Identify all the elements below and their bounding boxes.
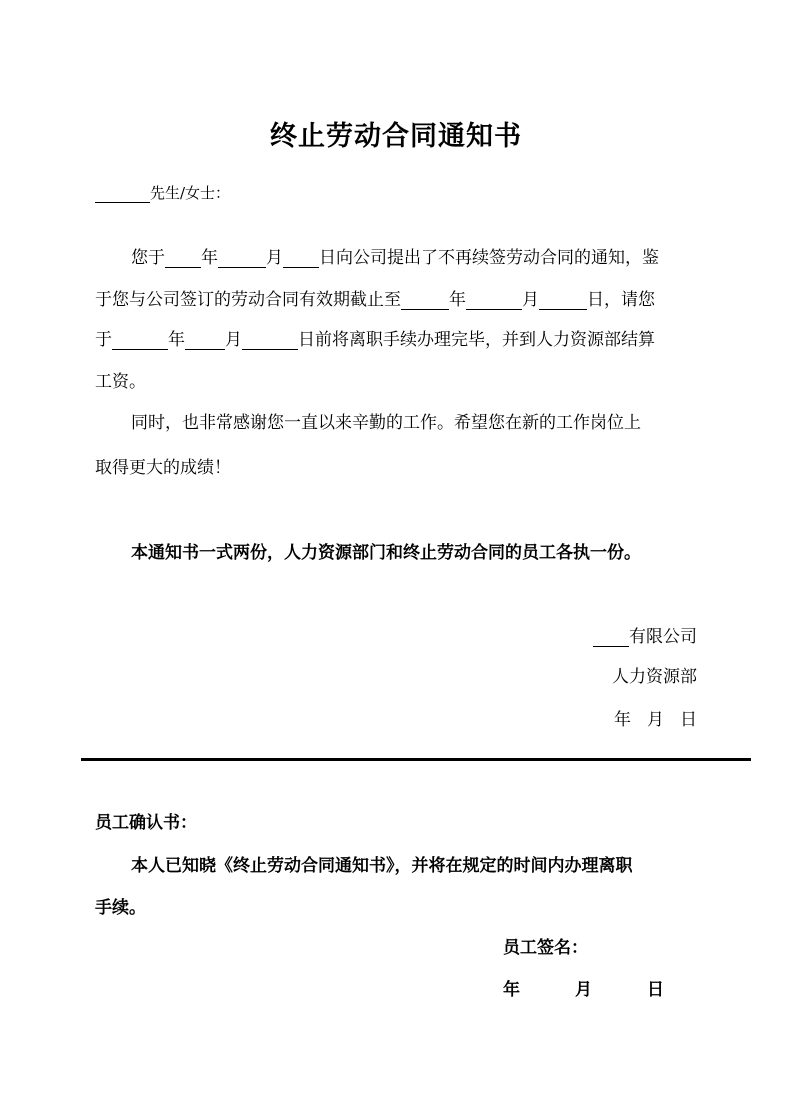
para2-line1: 同时，也非常感谢您一直以来辛勤的工作。希望您在新的工作岗位上 <box>131 413 641 433</box>
para1-line3: 于 年 月 日前将离职手续办理完毕，并到人力资源部结算 <box>95 330 655 350</box>
para2-line2: 取得更大的成绩！ <box>95 458 231 478</box>
date-blank <box>112 332 168 350</box>
confirmation-line1: 本人已知晓《终止劳动合同通知书》，并将在规定的时间内办理离职 <box>131 856 633 876</box>
date-blank <box>218 250 266 268</box>
signature-date: 年 月 日 <box>503 980 664 1000</box>
date-blank <box>283 250 319 268</box>
salutation <box>95 182 230 203</box>
date-blank <box>466 292 522 310</box>
section-divider <box>81 758 751 761</box>
company-blank <box>593 629 629 647</box>
date-blank <box>165 250 201 268</box>
confirmation-heading: 员工确认书： <box>95 813 197 833</box>
signoff-date: 年 月 日 <box>614 710 697 730</box>
company-line: 有限公司 <box>593 622 697 647</box>
date-blank <box>185 332 225 350</box>
para1-line1: 您于 年 月 日向公司提出了不再续签劳动合同的通知，鉴 <box>131 248 659 268</box>
salutation-text: 先生/女士： <box>150 184 231 202</box>
date-blank <box>242 332 298 350</box>
para1-line4: 工资。 <box>95 372 146 392</box>
notice-text: 本通知书一式两份，人力资源部门和终止劳动合同的员工各执一份。 <box>131 543 641 563</box>
confirmation-line2: 手续。 <box>95 898 146 918</box>
date-blank <box>401 292 449 310</box>
name-blank <box>95 185 150 203</box>
department-line: 人力资源部 <box>612 667 697 687</box>
para1-line2: 于您与公司签订的劳动合同有效期截止至 年 月 日，请您 <box>95 290 655 310</box>
date-blank <box>539 292 587 310</box>
document-title: 终止劳动合同通知书 <box>270 121 522 152</box>
signature-label: 员工签名： <box>503 938 588 958</box>
